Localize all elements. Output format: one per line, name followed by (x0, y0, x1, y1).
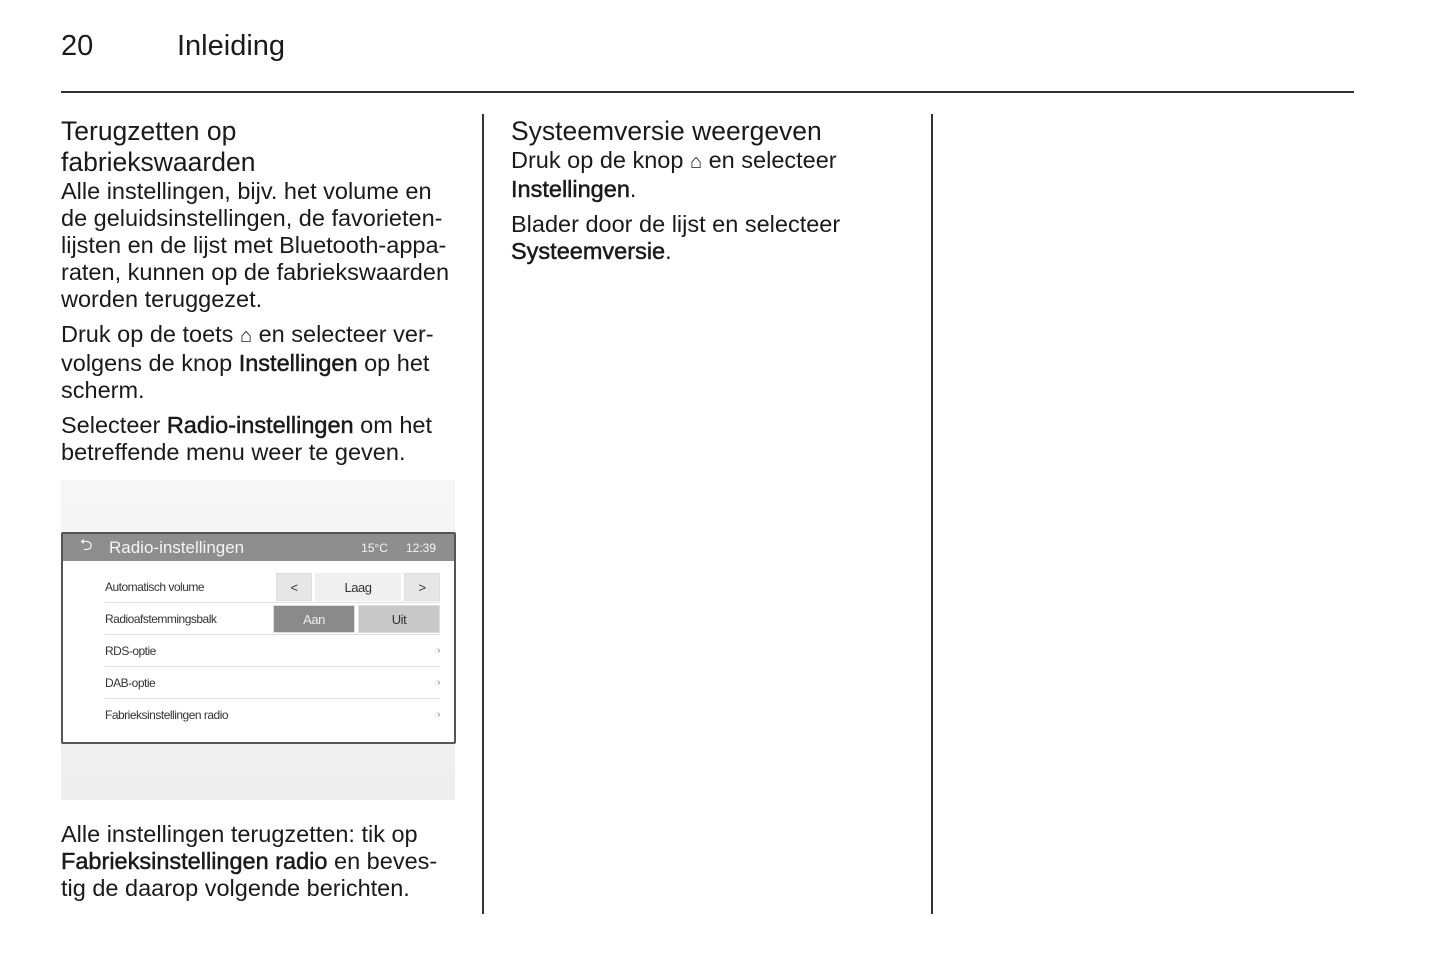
volume-value: Laag (315, 573, 401, 601)
chevron-right-icon: › (437, 645, 440, 656)
text-line: de geluidsinstellingen, de favorieten- (61, 205, 443, 231)
paragraph (61, 321, 461, 404)
text-line: worden teruggezet. (61, 286, 263, 312)
heading-line: Terugzetten op (61, 116, 237, 146)
setting-label: Automatisch volume (105, 579, 205, 594)
off-button[interactable]: Uit (358, 605, 440, 633)
volume-stepper (276, 573, 440, 601)
left-column-bottom (61, 821, 461, 910)
back-icon[interactable]: ⮌ (79, 537, 93, 554)
column-divider (482, 114, 484, 914)
prev-button[interactable]: < (276, 573, 312, 601)
text-line: scherm. (61, 377, 145, 403)
setting-rds-option[interactable] (105, 635, 440, 667)
text: Selecteer (61, 412, 167, 438)
temperature: 15°C (361, 540, 388, 555)
chevron-right-icon: › (437, 709, 440, 720)
paragraph (61, 821, 461, 902)
setting-tuning-bar (105, 603, 440, 635)
screen-title-bar (63, 534, 454, 561)
text-line: betreffende menu weer te geven. (61, 439, 406, 465)
page-number: 20 (61, 30, 94, 62)
text: Druk op de toets (61, 321, 240, 347)
column-divider (931, 114, 933, 914)
setting-label: Fabrieksinstellingen radio (105, 707, 229, 722)
setting-label: RDS-optie (105, 643, 156, 658)
paragraph (61, 412, 461, 466)
text: om het (353, 412, 432, 438)
bold-term: Fabrieksinstellingen radio (61, 848, 328, 874)
on-off-toggle (273, 605, 440, 633)
text-line: Alle instellingen, bijv. het volume en (61, 178, 432, 204)
bold-term: Radio-instellingen (166, 412, 354, 438)
setting-label: Radioafstemmingsbalk (105, 611, 217, 626)
next-button[interactable]: > (404, 573, 440, 601)
home-icon: ⌂ (239, 325, 253, 347)
left-column (61, 116, 461, 474)
radio-settings-screen (61, 532, 456, 744)
radio-settings-figure (61, 480, 455, 800)
text-line: Blader door de lijst en selecteer (511, 211, 841, 237)
bold-term: Instellingen (511, 176, 630, 202)
text-line: lijsten en de lijst met Bluetooth-appa- (61, 232, 447, 258)
screen-title: Radio-instellingen (109, 537, 245, 557)
text: . (629, 176, 637, 202)
paragraph (61, 178, 461, 313)
section-heading (61, 116, 461, 178)
home-icon: ⌂ (689, 151, 703, 173)
setting-label: DAB-optie (105, 675, 156, 690)
bold-term: Systeemversie (511, 238, 666, 264)
text-line: raten, kunnen op de fabriekswaarden (61, 259, 450, 285)
setting-automatic-volume (105, 571, 440, 603)
text: . (665, 238, 672, 264)
paragraph (511, 147, 911, 203)
header-rule (61, 91, 1354, 93)
on-button[interactable]: Aan (273, 605, 355, 633)
setting-dab-option[interactable] (105, 667, 440, 699)
heading-line: fabriekswaarden (61, 147, 256, 177)
paragraph (511, 211, 911, 265)
text-line: tig de daarop volgende berichten. (61, 875, 410, 901)
section-heading: Systeemversie weergeven (511, 116, 822, 146)
text: volgens de knop (61, 350, 239, 376)
text: Druk op de knop (511, 147, 690, 173)
text: en selecteer ver- (252, 321, 434, 347)
chevron-right-icon: › (437, 677, 440, 688)
text: en selecteer (702, 147, 837, 173)
right-column (511, 116, 911, 273)
clock: 12:39 (405, 540, 436, 555)
text-line: Alle instellingen terugzetten: tik op (61, 821, 418, 847)
page-title: Inleiding (177, 30, 286, 62)
text: op het (357, 350, 430, 376)
bold-term: Instellingen (238, 350, 358, 376)
text: en beves- (327, 848, 438, 874)
setting-factory-reset[interactable] (105, 699, 440, 730)
